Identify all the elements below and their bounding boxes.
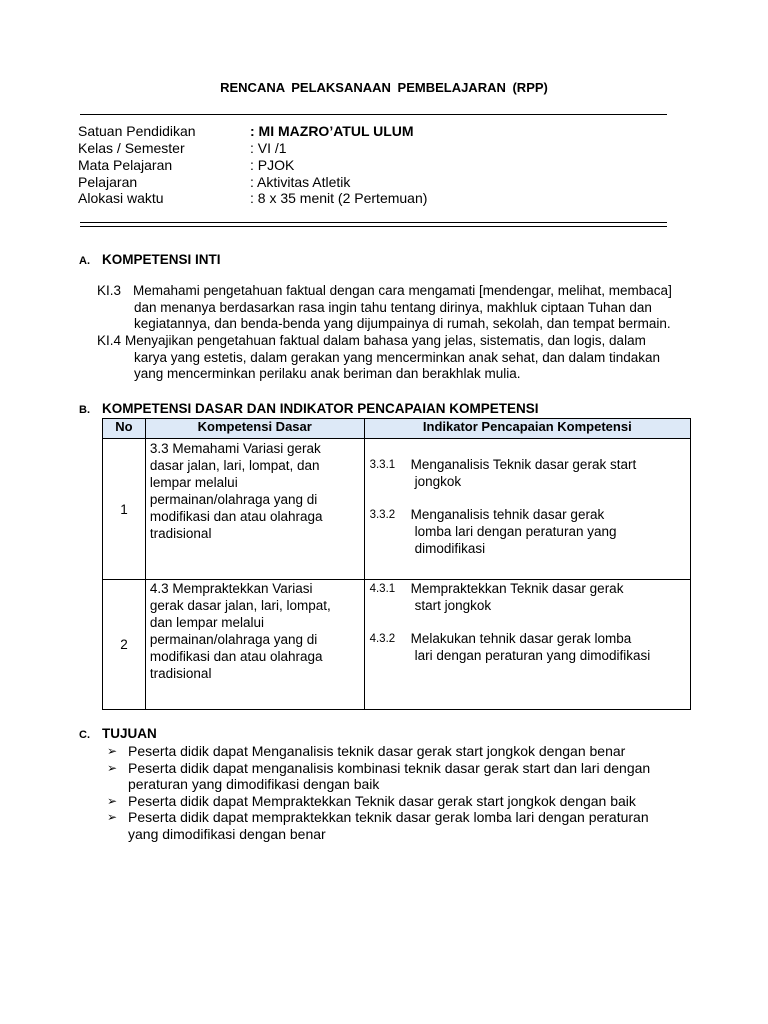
indicator-item: [365, 630, 690, 664]
info-value: : Aktivitas Atletik: [250, 174, 351, 190]
indicator-item: [365, 580, 690, 614]
kd-line: modifikasi dan atau olahraga: [149, 509, 323, 524]
info-divider-bottom: [80, 226, 667, 227]
info-divider-top: [80, 222, 667, 223]
indicator-code: 3.3.2: [369, 509, 396, 521]
indicator-text: Mempraktekkan Teknik dasar gerak: [410, 581, 624, 596]
indicator-text-cont: dimodifikasi: [414, 541, 486, 556]
kd-line: tradisional: [149, 526, 212, 541]
section-title: KOMPETENSI DASAR DAN INDIKATOR PENCAPAIAN KOMPETENSI: [102, 401, 539, 416]
indicator-cell: [364, 439, 690, 580]
section-letter: C.: [79, 729, 90, 741]
kd-line: lempar melalui: [149, 475, 238, 490]
header-kompetensi-dasar: Kompetensi Dasar: [145, 419, 364, 439]
info-label: Satuan Pendidikan: [78, 123, 196, 139]
info-label: Kelas / Semester: [78, 140, 185, 156]
tujuan-item: [107, 809, 697, 842]
kd-line: tradisional: [149, 666, 212, 681]
kd-line: dasar jalan, lari, lompat, dan: [149, 458, 320, 473]
section-a-heading: [79, 252, 221, 267]
info-value: : VI /1: [250, 140, 287, 156]
indicator-text: Menganalisis Teknik dasar gerak start: [410, 457, 637, 472]
info-label: Alokasi waktu: [78, 190, 164, 206]
arrow-bullet-icon: ➢: [107, 760, 118, 775]
kd-line: modifikasi dan atau olahraga: [149, 649, 323, 664]
kd-line: permainan/olahraga yang di: [149, 632, 318, 647]
row-number: 1: [103, 439, 146, 580]
tujuan-line: peraturan yang dimodifikasi dengan baik: [128, 776, 380, 792]
ki-code: KI.3: [97, 283, 122, 298]
kd-cell: [145, 439, 364, 580]
section-b-heading: [79, 401, 539, 416]
kd-line: gerak dasar jalan, lari, lompat,: [149, 598, 331, 613]
header-indikator: Indikator Pencapaian Kompetensi: [364, 419, 690, 439]
indicator-item: [365, 506, 690, 557]
info-label: Pelajaran: [78, 174, 138, 190]
ki-text: [134, 283, 713, 333]
tujuan-item: [107, 760, 697, 793]
arrow-bullet-icon: ➢: [107, 744, 118, 758]
indicator-item: [365, 456, 690, 490]
info-value: : 8 x 35 menit (2 Pertemuan): [250, 190, 428, 206]
info-label: Mata Pelajaran: [78, 157, 173, 173]
info-value: : MI MAZRO’ATUL ULUM: [250, 123, 414, 139]
section-c-heading: [79, 726, 157, 741]
kd-line: dan lempar melalui: [149, 615, 264, 630]
kompetensi-table: [102, 418, 691, 710]
table-row: [103, 580, 691, 710]
table-header-row: [103, 419, 691, 439]
section-letter: A.: [79, 255, 90, 267]
indicator-code: 4.3.1: [369, 583, 396, 595]
indicator-text-cont: lomba lari dengan peraturan yang: [414, 524, 617, 539]
tujuan-line: Peserta didik dapat menganalisis kombinasi teknik dasar gerak start dan lari dengan: [128, 759, 651, 776]
kd-line: 4.3 Mempraktekkan Variasi: [149, 581, 313, 596]
ki-line: kegiatannya, dan benda-benda yang dijumpainya di rumah, sekolah, dan tempat bermain.: [134, 316, 671, 331]
indicator-text-cont: start jongkok: [414, 598, 492, 613]
arrow-bullet-icon: ➢: [107, 793, 118, 808]
document-title: RENCANA PELAKSANAAN PEMBELAJARAN (RPP): [220, 80, 548, 95]
ki-3: [97, 283, 713, 333]
tujuan-list: [107, 743, 697, 842]
ki-line: dan menanya berdasarkan rasa ingin tahu tentang dirinya, makhluk ciptaan Tuhan dan: [134, 299, 652, 315]
tujuan-line: Peserta didik dapat mempraktekkan teknik dasar gerak lomba lari dengan peraturan: [128, 809, 649, 825]
ki-4: [97, 333, 713, 383]
indicator-text-cont: jongkok: [414, 474, 462, 489]
section-title: KOMPETENSI INTI: [102, 252, 221, 267]
ki-line: Menyajikan pengetahuan faktual dalam bahasa yang jelas, sistematis, dan logis, dalam: [125, 333, 646, 348]
ki-code: KI.4: [97, 333, 122, 348]
arrow-bullet-icon: ➢: [107, 810, 118, 824]
ki-line: yang mencerminkan perilaku anak beriman dan berakhlak mulia.: [134, 366, 521, 381]
indicator-cell: [364, 580, 690, 710]
indicator-text: Menganalisis tehnik dasar gerak: [410, 507, 605, 522]
tujuan-line: Peserta didik dapat Menganalisis teknik dasar gerak start jongkok dengan benar: [128, 743, 626, 759]
indicator-code: 3.3.1: [369, 459, 396, 471]
kd-cell: [145, 580, 364, 710]
tujuan-line: Peserta didik dapat Mempraktekkan Teknik dasar gerak start jongkok dengan baik: [128, 792, 636, 809]
ki-text: [125, 333, 713, 383]
tujuan-item: [107, 743, 697, 760]
tujuan-item: [107, 793, 697, 810]
table-row: [103, 439, 691, 580]
section-letter: B.: [79, 404, 90, 416]
info-value: : PJOK: [250, 157, 295, 173]
kd-line: permainan/olahraga yang di: [149, 492, 318, 507]
indicator-text-cont: lari dengan peraturan yang dimodifikasi: [414, 648, 651, 663]
section-title: TUJUAN: [102, 726, 157, 741]
tujuan-line: yang dimodifikasi dengan benar: [128, 825, 326, 842]
title-divider: [80, 114, 667, 115]
kd-line: 3.3 Memahami Variasi gerak: [149, 441, 321, 456]
row-number: 2: [103, 580, 146, 710]
indicator-text: Melakukan tehnik dasar gerak lomba: [410, 631, 632, 646]
ki-line: karya yang estetis, dalam gerakan yang mencerminkan anak sehat, dan dalam tindakan: [134, 349, 661, 365]
header-no: No: [103, 419, 146, 439]
indicator-code: 4.3.2: [369, 633, 396, 645]
ki-line: Memahami pengetahuan faktual dengan cara mengamati [mendengar, melihat, membaca]: [133, 283, 672, 298]
